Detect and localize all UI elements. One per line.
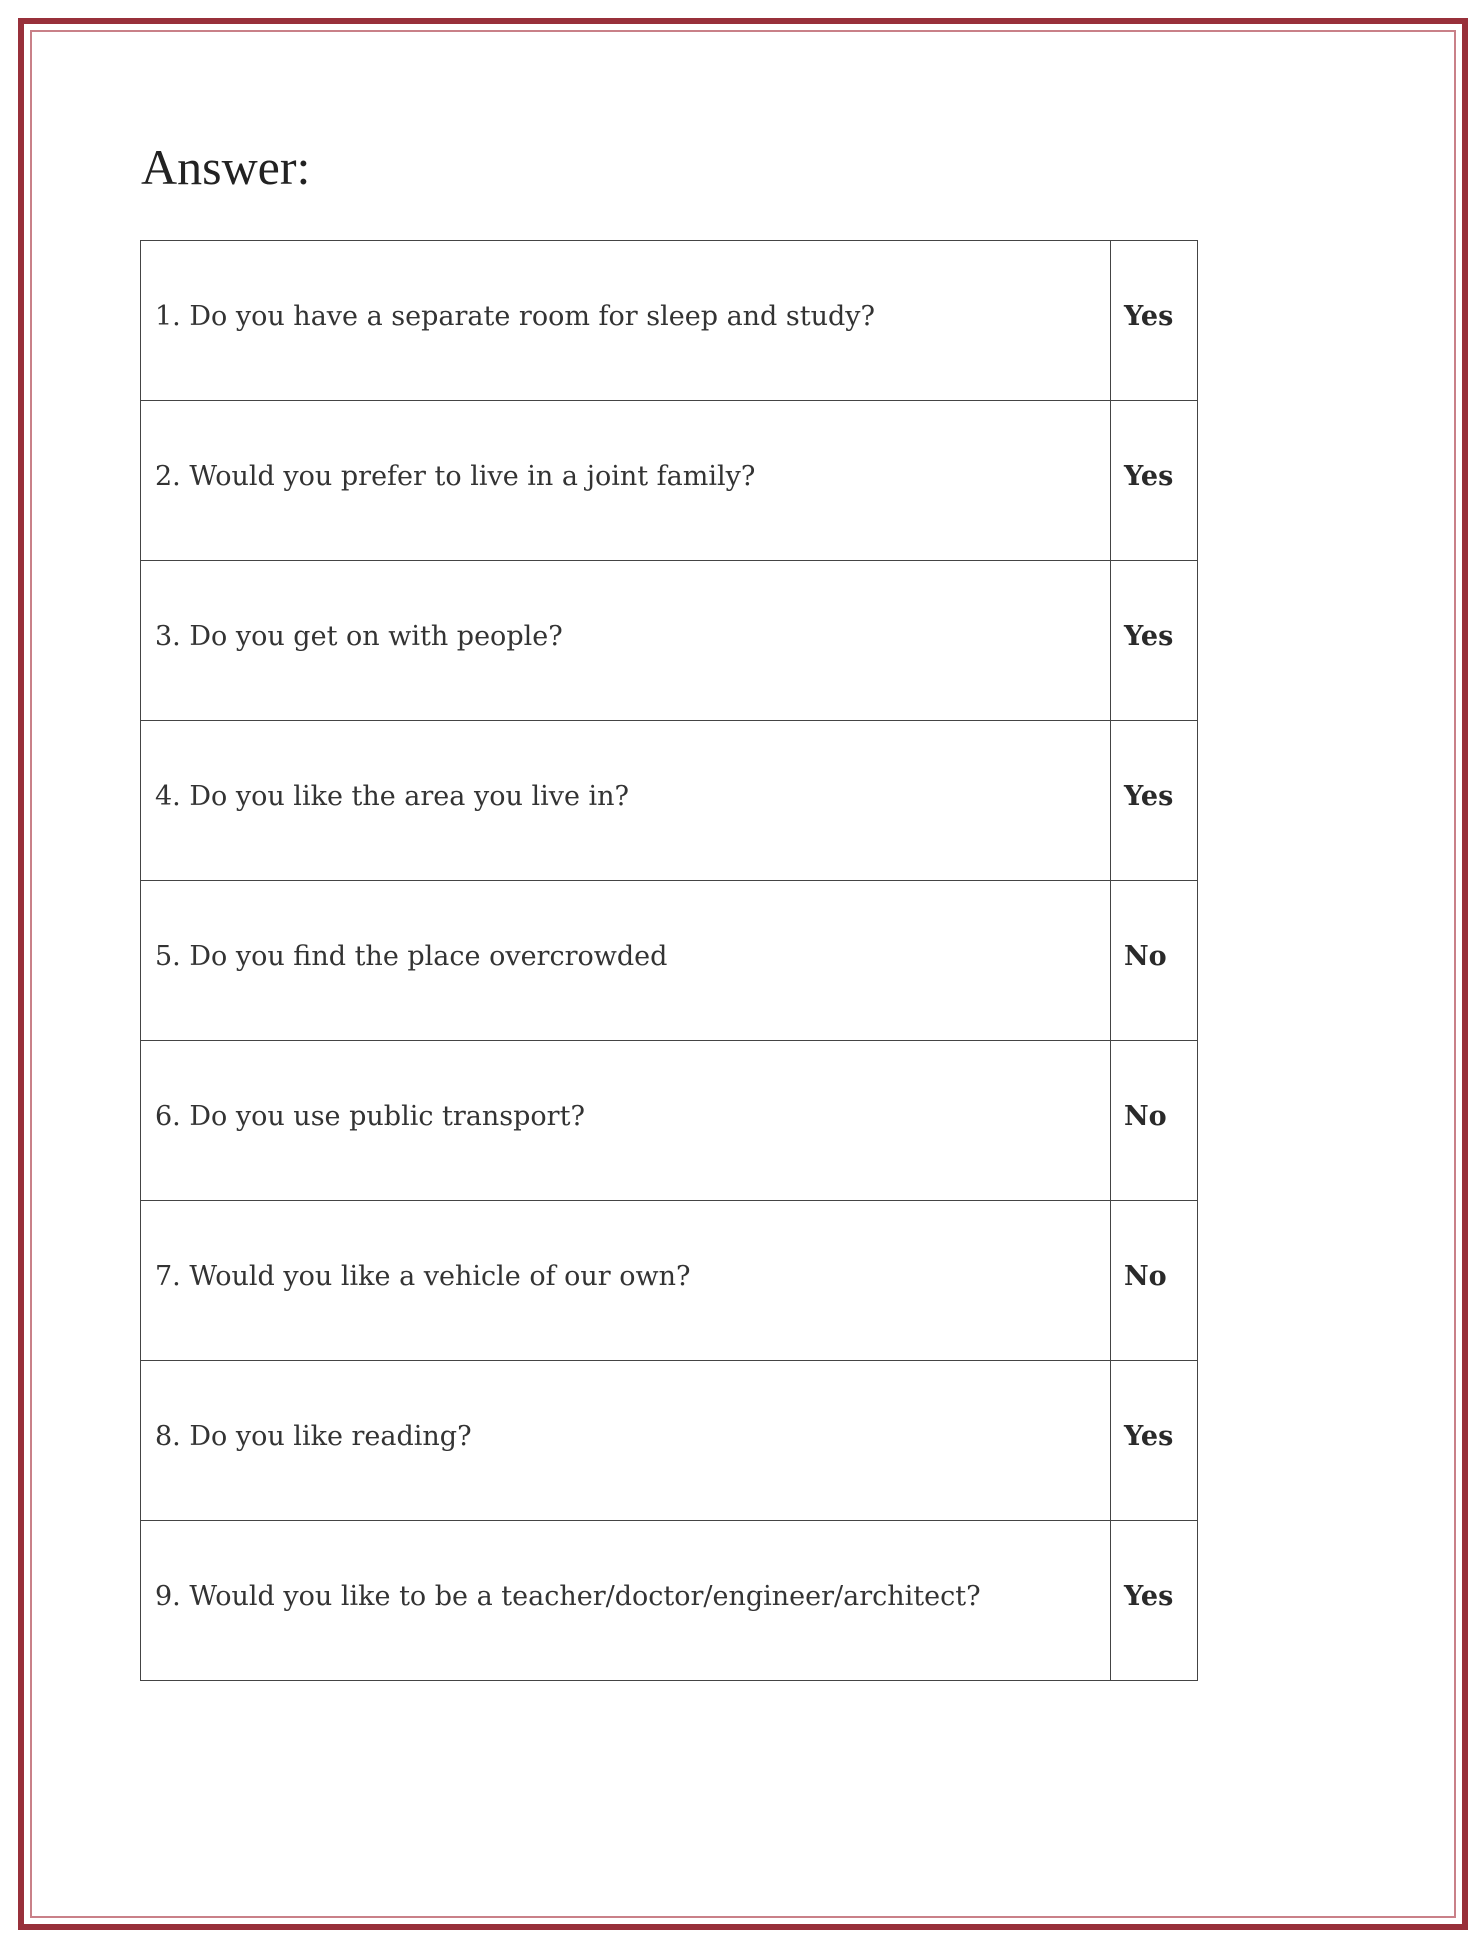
question-cell: 4. Do you like the area you live in?	[141, 721, 1111, 881]
table-row	[141, 241, 1198, 401]
question-cell: 9. Would you like to be a teacher/doctor/engineer/architect?	[141, 1521, 1111, 1681]
answer-cell: Yes	[1111, 241, 1198, 401]
answer-cell: No	[1111, 1041, 1198, 1201]
question-cell: 1. Do you have a separate room for sleep and study?	[141, 241, 1111, 401]
table-row	[141, 1361, 1198, 1521]
answer-cell: No	[1111, 881, 1198, 1041]
question-cell: 2. Would you prefer to live in a joint family?	[141, 401, 1111, 561]
question-cell: 8. Do you like reading?	[141, 1361, 1111, 1521]
answer-table	[140, 240, 1198, 1681]
table-row	[141, 721, 1198, 881]
answer-cell: Yes	[1111, 721, 1198, 881]
question-cell: 6. Do you use public transport?	[141, 1041, 1111, 1201]
table-row	[141, 1521, 1198, 1681]
answer-cell: Yes	[1111, 1361, 1198, 1521]
answer-cell: Yes	[1111, 1521, 1198, 1681]
table-row	[141, 561, 1198, 721]
question-cell: 3. Do you get on with people?	[141, 561, 1111, 721]
answer-cell: No	[1111, 1201, 1198, 1361]
table-row	[141, 1041, 1198, 1201]
answer-cell: Yes	[1111, 401, 1198, 561]
page-title: Answer:	[141, 139, 311, 195]
question-cell: 5. Do you find the place overcrowded	[141, 881, 1111, 1041]
table-row	[141, 881, 1198, 1041]
question-cell: 7. Would you like a vehicle of our own?	[141, 1201, 1111, 1361]
table-row	[141, 1201, 1198, 1361]
table-row	[141, 401, 1198, 561]
answer-cell: Yes	[1111, 561, 1198, 721]
